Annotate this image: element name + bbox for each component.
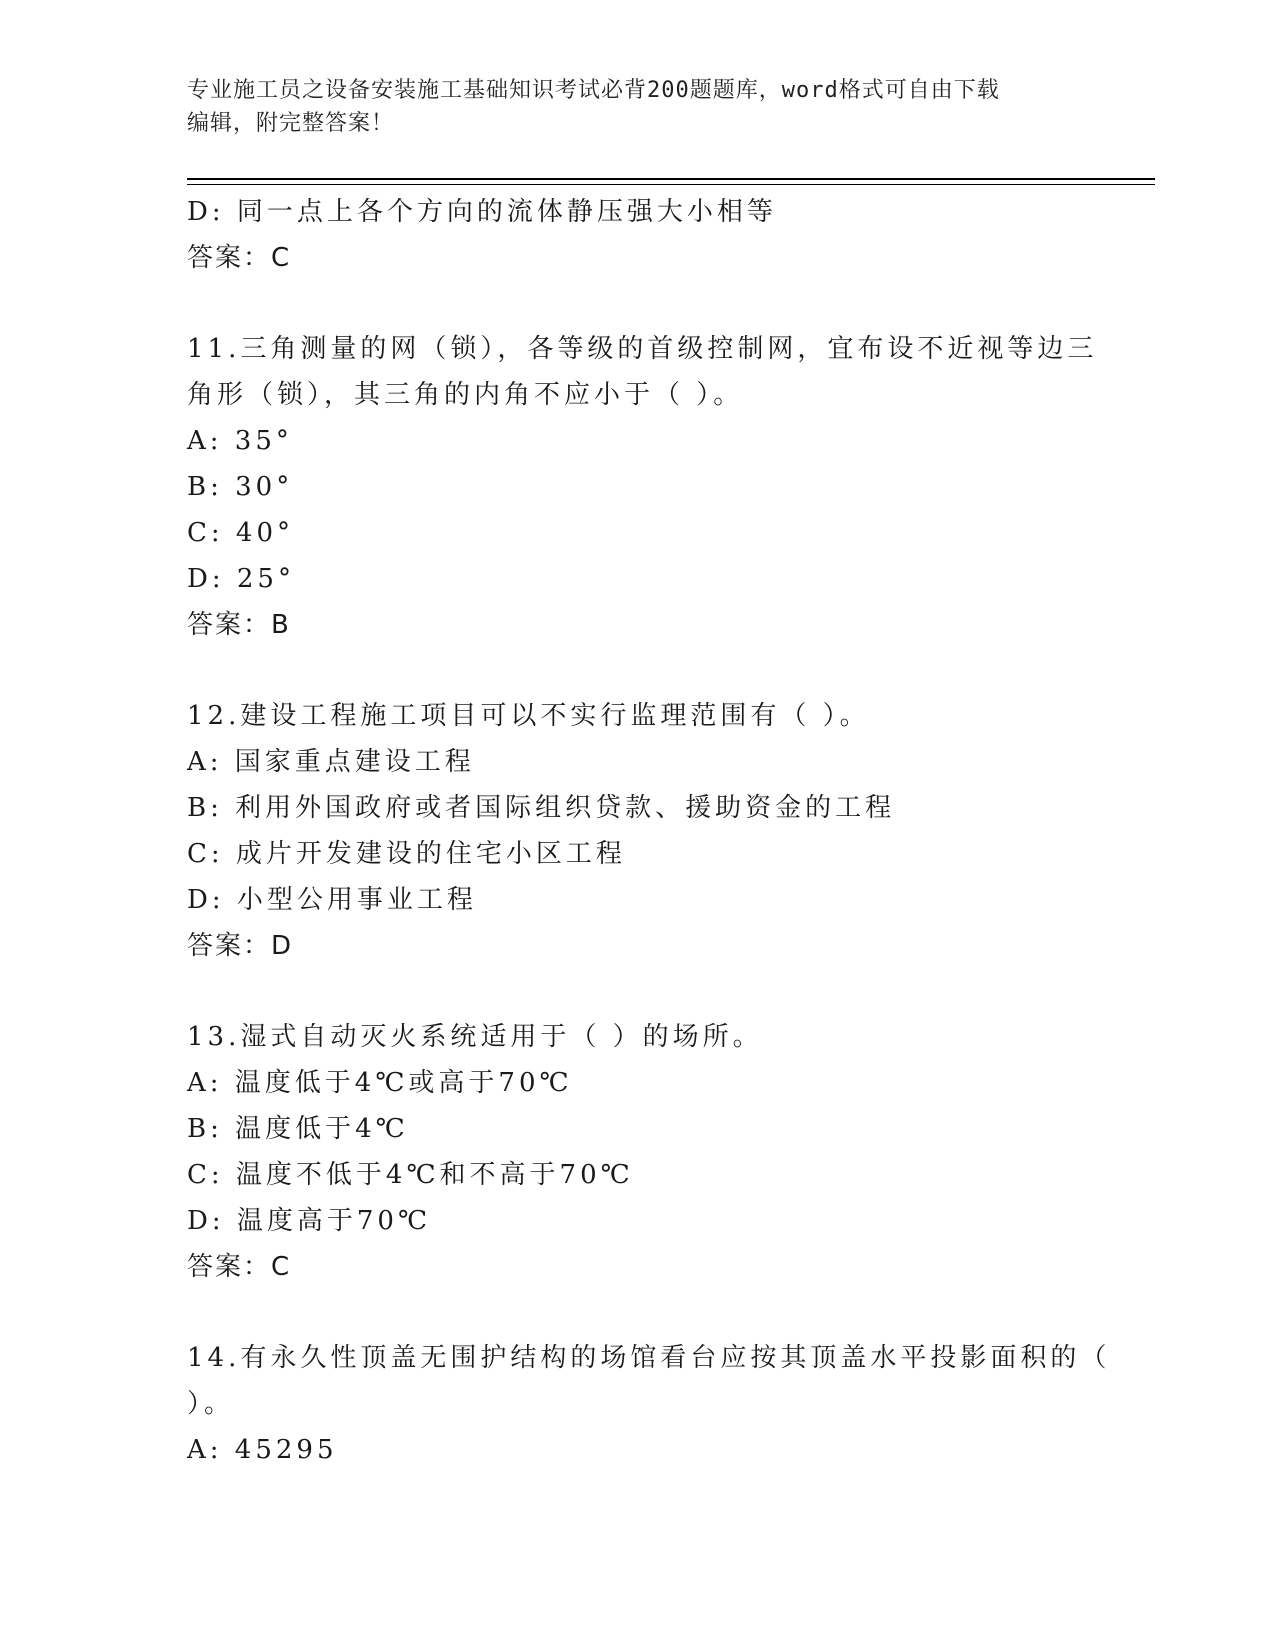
option-d: D: 小型公用事业工程 [187, 885, 477, 915]
question-block-previous [187, 189, 1087, 281]
question-list [187, 189, 1111, 1473]
option-b: B: 利用外国政府或者国际组织贷款、援助资金的工程 [187, 793, 896, 823]
option-a: A: 国家重点建设工程 [187, 747, 475, 777]
option-c: C: 成片开发建设的住宅小区工程 [187, 839, 626, 869]
question-text-line-1: 11.三角测量的网（锁），各等级的首级控制网，宜布设不近视等边三 [187, 334, 1098, 364]
option-d: D: 温度高于70℃ [187, 1206, 432, 1236]
option-b: B: 温度低于4℃ [187, 1114, 409, 1144]
option-c: C: 温度不低于4℃和不高于70℃ [187, 1160, 634, 1190]
question-text-line-1: 13.湿式自动灭火系统适用于（ ）的场所。 [187, 1022, 763, 1052]
option-c: C: 40° [187, 518, 295, 548]
header-divider-thick [187, 178, 1155, 180]
question-text-line-1: 12.建设工程施工项目可以不实行监理范围有（ ）。 [187, 701, 870, 731]
question-text-line-2: 角形（锁），其三角的内角不应小于（ ）。 [187, 380, 744, 410]
header-title-line-1: 专业施工员之设备安装施工基础知识考试必背200题题库，word格式可自由下载 [187, 78, 1000, 103]
question-text-line-2: ）。 [187, 1389, 235, 1419]
question-text-line-1: 14.有永久性顶盖无围护结构的场馆看台应按其顶盖水平投影面积的（ [187, 1343, 1111, 1373]
answer-label: 答案：B [187, 610, 291, 640]
option-d: D: 25° [187, 564, 295, 594]
option-a: A: 温度低于4℃或高于70℃ [187, 1068, 573, 1098]
question-block-13 [187, 1014, 1087, 1290]
option-d: D: 同一点上各个方向的流体静压强大小相等 [187, 197, 777, 227]
answer-label: 答案：D [187, 931, 294, 961]
option-a: A: 35° [187, 426, 293, 456]
question-block-14 [187, 1335, 1111, 1473]
question-block-12 [187, 693, 1087, 969]
option-b: B: 30° [187, 472, 294, 502]
option-a: A: 45295 [187, 1435, 338, 1465]
answer-label: 答案：C [187, 243, 292, 273]
header-title-line-2: 编辑，附完整答案！ [187, 111, 395, 136]
header-divider-thin [187, 184, 1155, 185]
answer-label: 答案：C [187, 1252, 292, 1282]
question-block-11 [187, 326, 1098, 648]
document-header [187, 74, 1077, 140]
